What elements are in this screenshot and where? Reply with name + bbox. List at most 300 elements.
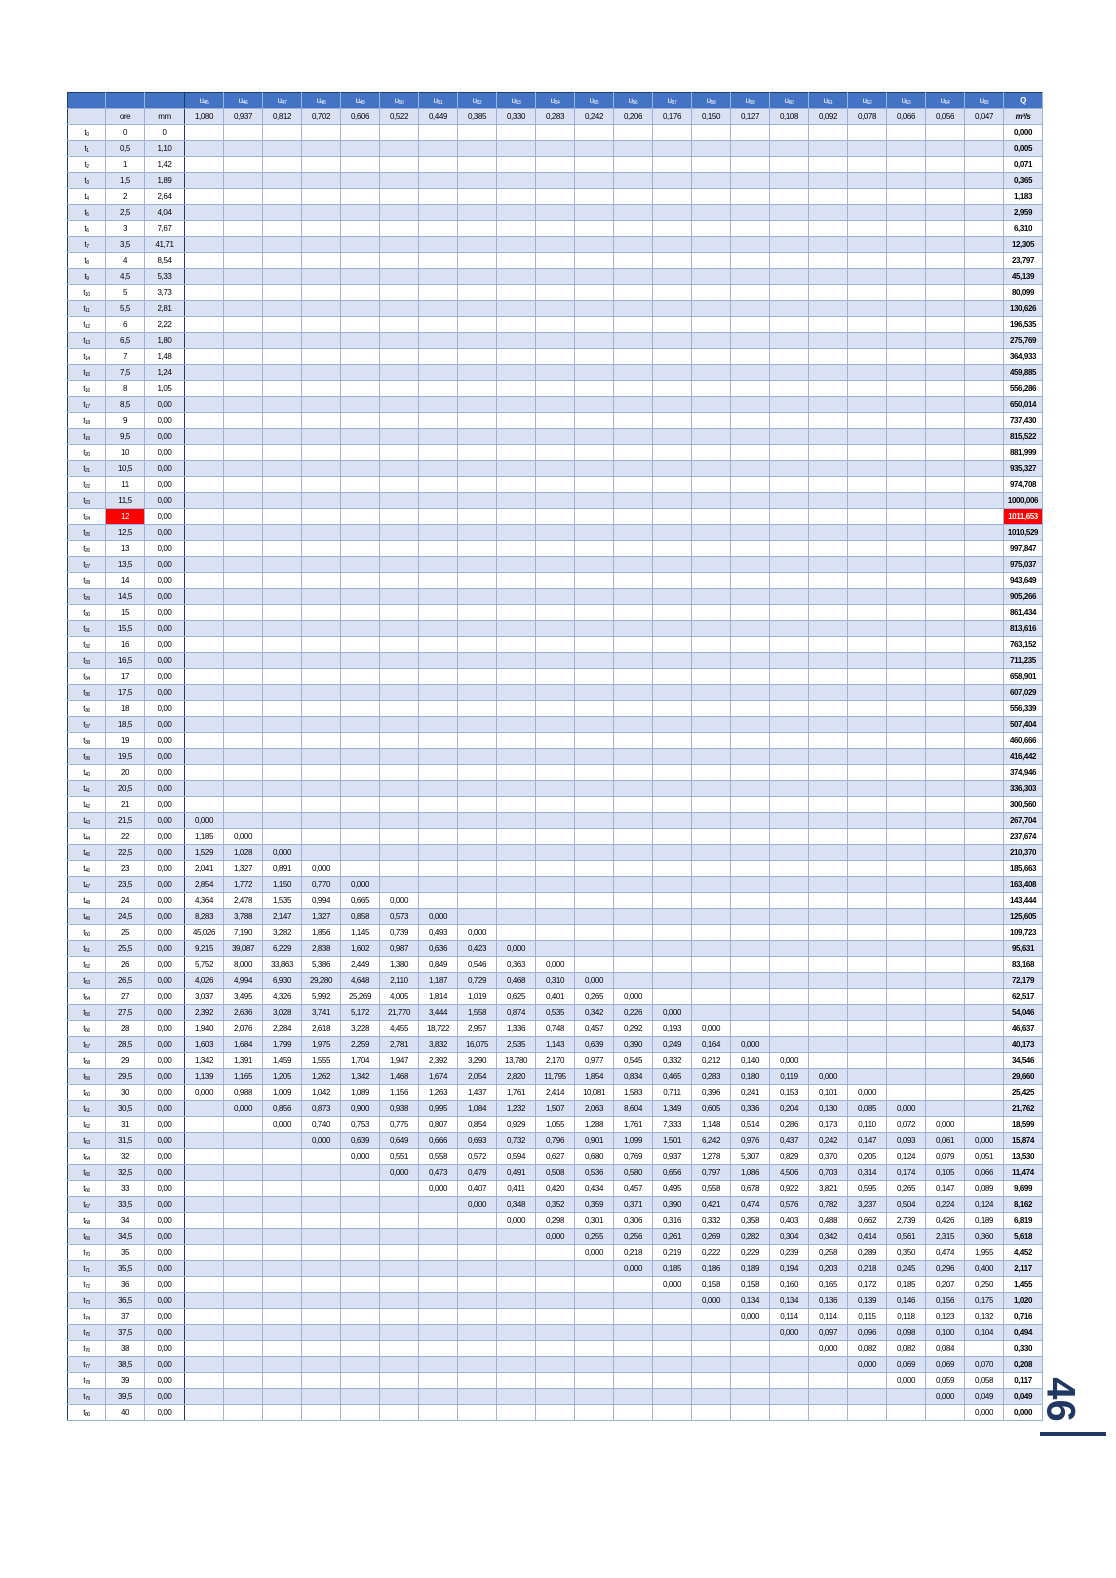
u-cell xyxy=(614,253,653,269)
u-cell xyxy=(536,381,575,397)
u-cell xyxy=(731,237,770,253)
u-cell: 0,051 xyxy=(965,1149,1004,1165)
u-cell xyxy=(731,797,770,813)
u-cell xyxy=(458,1405,497,1421)
u-cell xyxy=(809,333,848,349)
u-cell xyxy=(341,173,380,189)
u-value: 0,937 xyxy=(224,109,263,125)
u-cell xyxy=(536,349,575,365)
u-cell: 0,829 xyxy=(770,1149,809,1165)
hours-cell: 20 xyxy=(106,765,145,781)
u-cell xyxy=(575,1309,614,1325)
time-label: $t_6$ xyxy=(68,221,106,237)
u-cell: 0,000 xyxy=(653,1005,692,1021)
table-row xyxy=(68,957,1043,973)
table-row xyxy=(68,797,1043,813)
u-cell xyxy=(809,989,848,1005)
u-cell xyxy=(263,1149,302,1165)
u-cell xyxy=(575,685,614,701)
hours-cell: 28 xyxy=(106,1021,145,1037)
q-cell: 25,425 xyxy=(1004,1085,1043,1101)
u-cell: 0,938 xyxy=(380,1101,419,1117)
u-cell xyxy=(692,717,731,733)
u-cell: 0,491 xyxy=(497,1165,536,1181)
mm-header: mm xyxy=(145,109,185,125)
q-unit: m³/s xyxy=(1004,109,1043,125)
u-cell xyxy=(224,1261,263,1277)
u-cell xyxy=(731,877,770,893)
u-cell xyxy=(263,173,302,189)
u-cell xyxy=(848,1053,887,1069)
u-cell xyxy=(419,253,458,269)
u-cell xyxy=(536,525,575,541)
u-cell xyxy=(887,301,926,317)
u-cell xyxy=(380,749,419,765)
u-cell xyxy=(575,1261,614,1277)
u-cell: 0,000 xyxy=(770,1325,809,1341)
table-row xyxy=(68,445,1043,461)
u-cell xyxy=(497,829,536,845)
u-cell xyxy=(770,733,809,749)
time-label: $t_{70}$ xyxy=(68,1245,106,1261)
time-label: $t_{63}$ xyxy=(68,1133,106,1149)
u-cell: 3,741 xyxy=(302,1005,341,1021)
u-cell: 1,684 xyxy=(224,1037,263,1053)
u-cell xyxy=(263,317,302,333)
rainfall-cell: 0,00 xyxy=(145,1101,185,1117)
u-cell xyxy=(965,829,1004,845)
u-cell: 3,832 xyxy=(419,1037,458,1053)
time-label: $t_4$ xyxy=(68,189,106,205)
time-label: $t_{50}$ xyxy=(68,925,106,941)
time-label: $t_{12}$ xyxy=(68,317,106,333)
u-cell xyxy=(809,189,848,205)
u-cell xyxy=(926,141,965,157)
u-cell xyxy=(263,1373,302,1389)
q-cell: 4,452 xyxy=(1004,1245,1043,1261)
u-cell xyxy=(848,957,887,973)
u-cell: 1,028 xyxy=(224,845,263,861)
u-cell xyxy=(419,429,458,445)
u-cell: 0,474 xyxy=(731,1197,770,1213)
u-cell xyxy=(263,1405,302,1421)
u-cell xyxy=(302,797,341,813)
u-cell xyxy=(263,221,302,237)
u-cell: 0,000 xyxy=(224,1101,263,1117)
u-cell xyxy=(536,541,575,557)
u-cell xyxy=(887,749,926,765)
u-cell: 0,411 xyxy=(497,1181,536,1197)
u-cell xyxy=(302,701,341,717)
rainfall-cell: 0,00 xyxy=(145,1405,185,1421)
u-cell xyxy=(614,749,653,765)
u-cell xyxy=(185,653,224,669)
u-cell: 0,066 xyxy=(965,1165,1004,1181)
u-cell xyxy=(263,1133,302,1149)
u-cell xyxy=(302,1341,341,1357)
table-row xyxy=(68,1213,1043,1229)
rainfall-cell: 0,00 xyxy=(145,1213,185,1229)
table-row xyxy=(68,1229,1043,1245)
time-label: $t_{27}$ xyxy=(68,557,106,573)
u-cell xyxy=(653,157,692,173)
u-column-header: $u_{64}$ xyxy=(926,93,965,109)
u-cell xyxy=(458,301,497,317)
u-cell xyxy=(926,1021,965,1037)
u-cell xyxy=(809,909,848,925)
u-cell xyxy=(614,349,653,365)
hours-cell: 35 xyxy=(106,1245,145,1261)
hours-cell: 29 xyxy=(106,1053,145,1069)
u-cell: 0,101 xyxy=(809,1085,848,1101)
u-cell xyxy=(302,1277,341,1293)
u-cell: 0,224 xyxy=(926,1197,965,1213)
u-cell: 0,662 xyxy=(848,1213,887,1229)
u-cell: 0,000 xyxy=(848,1357,887,1373)
u-cell: 0,255 xyxy=(575,1229,614,1245)
u-cell: 0,407 xyxy=(458,1181,497,1197)
u-cell xyxy=(809,877,848,893)
u-cell xyxy=(224,413,263,429)
u-cell xyxy=(770,493,809,509)
u-cell xyxy=(497,701,536,717)
u-cell: 0,665 xyxy=(341,893,380,909)
u-cell: 0,000 xyxy=(575,1245,614,1261)
u-cell xyxy=(809,717,848,733)
u-cell xyxy=(848,973,887,989)
u-cell xyxy=(575,413,614,429)
hours-cell: 30,5 xyxy=(106,1101,145,1117)
u-cell: 0,269 xyxy=(692,1229,731,1245)
u-cell xyxy=(614,605,653,621)
u-cell xyxy=(692,1357,731,1373)
u-cell xyxy=(263,445,302,461)
u-cell xyxy=(458,1245,497,1261)
u-cell: 0,739 xyxy=(380,925,419,941)
u-cell xyxy=(926,413,965,429)
u-cell xyxy=(224,301,263,317)
u-cell xyxy=(653,765,692,781)
u-cell xyxy=(770,909,809,925)
u-cell xyxy=(653,557,692,573)
u-cell xyxy=(653,429,692,445)
u-cell: 0,136 xyxy=(809,1293,848,1309)
u-cell xyxy=(848,989,887,1005)
u-cell xyxy=(263,573,302,589)
u-cell xyxy=(692,445,731,461)
u-cell xyxy=(848,845,887,861)
rainfall-cell: 3,73 xyxy=(145,285,185,301)
u-cell xyxy=(302,445,341,461)
u-cell xyxy=(224,781,263,797)
u-cell xyxy=(887,429,926,445)
u-cell xyxy=(263,141,302,157)
u-cell xyxy=(497,301,536,317)
u-cell xyxy=(965,301,1004,317)
hours-cell: 19 xyxy=(106,733,145,749)
rainfall-cell: 0,00 xyxy=(145,653,185,669)
u-cell xyxy=(536,733,575,749)
q-cell: 0,000 xyxy=(1004,1405,1043,1421)
u-cell xyxy=(302,381,341,397)
table-row xyxy=(68,541,1043,557)
rainfall-cell: 0,00 xyxy=(145,477,185,493)
table-row xyxy=(68,605,1043,621)
u-cell xyxy=(419,461,458,477)
table-row xyxy=(68,141,1043,157)
u-cell xyxy=(458,893,497,909)
hours-cell: 0,5 xyxy=(106,141,145,157)
q-cell: 0,208 xyxy=(1004,1357,1043,1373)
q-cell: 1,020 xyxy=(1004,1293,1043,1309)
u-cell xyxy=(926,797,965,813)
u-cell: 0,100 xyxy=(926,1325,965,1341)
hours-cell: 7,5 xyxy=(106,365,145,381)
time-label: $t_{28}$ xyxy=(68,573,106,589)
u-cell xyxy=(458,669,497,685)
u-cell xyxy=(614,173,653,189)
q-cell: 460,666 xyxy=(1004,733,1043,749)
u-cell: 0,250 xyxy=(965,1277,1004,1293)
u-cell xyxy=(458,621,497,637)
u-cell xyxy=(263,413,302,429)
u-cell xyxy=(341,765,380,781)
u-cell xyxy=(887,845,926,861)
hours-cell: 8 xyxy=(106,381,145,397)
u-cell xyxy=(224,157,263,173)
u-cell xyxy=(614,1341,653,1357)
u-cell xyxy=(263,349,302,365)
u-cell xyxy=(692,749,731,765)
u-cell xyxy=(926,1053,965,1069)
table-row xyxy=(68,317,1043,333)
u-cell xyxy=(302,221,341,237)
u-cell xyxy=(653,461,692,477)
u-cell xyxy=(419,669,458,685)
u-cell xyxy=(302,477,341,493)
u-cell: 0,508 xyxy=(536,1165,575,1181)
u-cell xyxy=(497,1325,536,1341)
u-value: 0,522 xyxy=(380,109,419,125)
table-row xyxy=(68,1405,1043,1421)
u-cell xyxy=(536,1245,575,1261)
u-cell xyxy=(965,877,1004,893)
u-cell xyxy=(497,1245,536,1261)
u-cell: 0,000 xyxy=(575,973,614,989)
u-cell xyxy=(731,861,770,877)
u-cell xyxy=(536,909,575,925)
u-cell xyxy=(887,493,926,509)
u-cell xyxy=(692,285,731,301)
u-cell xyxy=(341,685,380,701)
u-cell: 1,165 xyxy=(224,1069,263,1085)
u-cell xyxy=(887,637,926,653)
u-cell xyxy=(965,621,1004,637)
u-cell xyxy=(536,877,575,893)
u-cell: 2,820 xyxy=(497,1069,536,1085)
u-cell xyxy=(536,925,575,941)
u-cell: 0,457 xyxy=(575,1021,614,1037)
rainfall-cell: 2,22 xyxy=(145,317,185,333)
rainfall-cell: 0,00 xyxy=(145,685,185,701)
hours-cell: 38 xyxy=(106,1341,145,1357)
q-cell: 275,769 xyxy=(1004,333,1043,349)
u-cell xyxy=(614,493,653,509)
u-cell xyxy=(926,333,965,349)
q-cell: 507,404 xyxy=(1004,717,1043,733)
u-cell xyxy=(224,653,263,669)
u-cell xyxy=(809,413,848,429)
u-cell xyxy=(614,589,653,605)
u-cell xyxy=(653,797,692,813)
u-cell xyxy=(809,301,848,317)
u-cell xyxy=(536,477,575,493)
u-cell xyxy=(848,253,887,269)
u-cell xyxy=(692,845,731,861)
u-value: 0,449 xyxy=(419,109,458,125)
u-cell xyxy=(848,525,887,541)
time-label: $t_{77}$ xyxy=(68,1357,106,1373)
u-cell: 1,535 xyxy=(263,893,302,909)
u-cell xyxy=(653,1309,692,1325)
u-cell xyxy=(380,557,419,573)
u-cell xyxy=(848,1021,887,1037)
u-cell xyxy=(770,413,809,429)
u-cell: 0,205 xyxy=(848,1149,887,1165)
u-cell: 0,479 xyxy=(458,1165,497,1181)
u-cell xyxy=(380,845,419,861)
u-cell xyxy=(185,701,224,717)
u-cell xyxy=(185,1277,224,1293)
u-cell xyxy=(263,365,302,381)
u-cell xyxy=(341,1277,380,1293)
q-cell: 997,847 xyxy=(1004,541,1043,557)
u-cell: 0,901 xyxy=(575,1133,614,1149)
u-cell xyxy=(458,605,497,621)
u-cell xyxy=(770,1357,809,1373)
u-cell xyxy=(419,1261,458,1277)
u-cell xyxy=(224,573,263,589)
u-cell xyxy=(848,653,887,669)
table-row xyxy=(68,1085,1043,1101)
table-row xyxy=(68,1165,1043,1181)
u-cell xyxy=(965,365,1004,381)
u-cell xyxy=(497,749,536,765)
u-cell xyxy=(419,189,458,205)
u-cell xyxy=(770,1037,809,1053)
u-cell xyxy=(458,541,497,557)
header-blank xyxy=(68,109,106,125)
u-cell xyxy=(458,589,497,605)
u-cell xyxy=(458,653,497,669)
u-cell: 1,148 xyxy=(692,1117,731,1133)
u-cell xyxy=(614,717,653,733)
time-label: $t_{66}$ xyxy=(68,1181,106,1197)
u-cell: 0,082 xyxy=(848,1341,887,1357)
u-cell xyxy=(770,285,809,301)
u-cell xyxy=(224,525,263,541)
u-cell: 1,187 xyxy=(419,973,458,989)
q-cell: 237,674 xyxy=(1004,829,1043,845)
u-cell xyxy=(731,909,770,925)
u-cell xyxy=(380,605,419,621)
u-cell xyxy=(614,157,653,173)
u-cell xyxy=(380,781,419,797)
u-cell: 0,241 xyxy=(731,1085,770,1101)
u-cell xyxy=(224,669,263,685)
u-cell: 0,797 xyxy=(692,1165,731,1181)
u-cell xyxy=(614,301,653,317)
u-cell xyxy=(770,349,809,365)
u-cell xyxy=(926,941,965,957)
u-cell xyxy=(263,1389,302,1405)
u-cell xyxy=(224,285,263,301)
u-cell xyxy=(809,845,848,861)
u-value: 0,150 xyxy=(692,109,731,125)
u-cell xyxy=(419,157,458,173)
u-cell xyxy=(575,749,614,765)
q-cell: 267,704 xyxy=(1004,813,1043,829)
rainfall-cell: 0,00 xyxy=(145,1245,185,1261)
u-cell xyxy=(731,733,770,749)
rainfall-cell: 0,00 xyxy=(145,445,185,461)
q-cell: 815,522 xyxy=(1004,429,1043,445)
u-cell xyxy=(263,493,302,509)
u-cell xyxy=(653,989,692,1005)
u-cell xyxy=(887,221,926,237)
q-cell: 15,874 xyxy=(1004,1133,1043,1149)
u-cell xyxy=(653,509,692,525)
u-cell xyxy=(848,621,887,637)
u-cell xyxy=(185,557,224,573)
u-cell: 0,336 xyxy=(731,1101,770,1117)
u-cell xyxy=(770,461,809,477)
u-cell xyxy=(809,509,848,525)
table-row xyxy=(68,125,1043,141)
u-cell xyxy=(419,477,458,493)
u-cell xyxy=(887,413,926,429)
u-cell: 0,218 xyxy=(848,1261,887,1277)
u-cell xyxy=(692,941,731,957)
u-cell xyxy=(614,621,653,637)
u-cell xyxy=(341,653,380,669)
u-cell: 0,400 xyxy=(965,1261,1004,1277)
rainfall-cell: 0,00 xyxy=(145,797,185,813)
u-cell: 0,573 xyxy=(380,909,419,925)
u-cell xyxy=(692,813,731,829)
hours-cell: 15,5 xyxy=(106,621,145,637)
u-cell xyxy=(731,189,770,205)
hours-cell: 31,5 xyxy=(106,1133,145,1149)
u-cell: 0,000 xyxy=(536,957,575,973)
u-cell xyxy=(848,797,887,813)
u-cell xyxy=(536,637,575,653)
time-label: $t_{78}$ xyxy=(68,1373,106,1389)
u-cell xyxy=(341,237,380,253)
u-cell xyxy=(770,829,809,845)
u-cell xyxy=(926,1101,965,1117)
u-column-header: $u_{56}$ xyxy=(614,93,653,109)
u-cell: 0,421 xyxy=(692,1197,731,1213)
u-cell: 0,753 xyxy=(341,1117,380,1133)
u-cell: 2,535 xyxy=(497,1037,536,1053)
u-cell xyxy=(575,861,614,877)
time-label: $t_{33}$ xyxy=(68,653,106,669)
u-cell xyxy=(185,397,224,413)
u-cell xyxy=(263,733,302,749)
u-cell: 0,873 xyxy=(302,1101,341,1117)
u-cell xyxy=(419,1213,458,1229)
